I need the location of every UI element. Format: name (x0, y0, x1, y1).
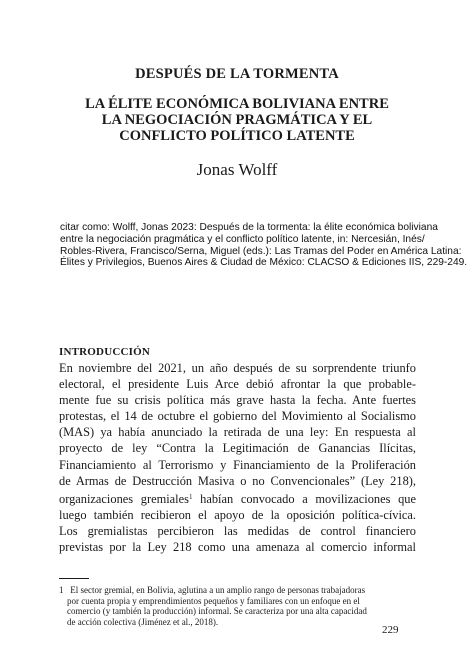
footnote-line (59, 585, 416, 596)
introduction-heading: INTRODUCCIÓN (59, 346, 151, 358)
body-line: (MAS) ya había anunciado la retirada de una ley: En respuesta al (59, 425, 416, 440)
body-line: previstas por la Ley 218 como una amenaza al comercio informal (59, 540, 416, 555)
body-line-end: habían convocado a movilizaciones que (192, 491, 416, 506)
footnote-line: de acción colectiva (Jiménez et al., 2018). (67, 616, 219, 627)
citation-block (60, 222, 468, 269)
body-paragraph (59, 360, 416, 555)
body-line: En noviembre del 2021, un año después de su sorprendente triunfo (59, 361, 416, 375)
footnote-line: comercio (y también la producción) informal. Se caracteriza por una alta capacidad (67, 606, 367, 617)
citation-line: entre la negociación pragmática y el conflicto político latente, in: Nercesián, Inés/ (60, 233, 425, 245)
footnote-line: por cuenta propia y emprendimientos pequeños y familiares con un enfoque en el (67, 595, 360, 606)
section-title: DESPUÉS DE LA TORMENTA (135, 66, 339, 82)
citation-line: citar como: Wolff, Jonas 2023: Después de la tormenta: la élite económica boliviana (60, 222, 438, 233)
body-line: electoral, el presidente Luis Arce debió afrontar la que probable- (59, 377, 416, 392)
footnote (59, 585, 416, 627)
footnote-number: 1 (59, 585, 64, 595)
body-line: Los gremialistas percibieron las medidas de control financiero (59, 523, 416, 538)
author-name: Jonas Wolff (196, 160, 278, 179)
citation-line: Élites y Privilegios, Buenos Aires & Ciudad de México: CLACSO & Ediciones IIS, 229-249. (60, 257, 468, 269)
chapter-title-line: LA ÉLITE ECONÓMICA BOLIVIANA ENTRE (85, 96, 389, 112)
chapter-title (40, 96, 434, 144)
body-line: mente fue su crisis política más grave hasta la fecha. Ante fuertes (59, 393, 416, 408)
body-line: luego también recibieron el apoyo de la oposición política-cívica. (59, 507, 416, 522)
body-line: protestas, el 14 de octubre el gobierno del Movimiento al Socialismo (59, 409, 416, 424)
chapter-title-line: CONFLICTO POLÍTICO LATENTE (119, 128, 355, 144)
body-line: proyecto de ley “Contra la Legitimación de Ganancias Ilícitas, (59, 441, 416, 456)
footnote-reference[interactable]: 1 (188, 492, 193, 501)
page-number: 229 (382, 624, 399, 636)
body-line: de Armas de Destrucción Masiva o no Convencionales” (Ley 218), (59, 473, 416, 488)
footnote-text: El sector gremial, en Bolivia, aglutina a un amplio rango de personas trabajadoras (70, 585, 366, 595)
citation-line: Robles-Rivera, Francisco/Serna, Miguel (eds.): Las Tramas del Poder en América Latina: (60, 245, 462, 257)
footnote-divider (59, 578, 89, 579)
body-line: Financiamiento al Terrorismo y Financiamiento de la Proliferación (59, 457, 416, 472)
body-line (59, 489, 416, 507)
body-line-start: organizaciones gremiales (59, 491, 189, 506)
chapter-title-line: LA NEGOCIACIÓN PRAGMÁTICA Y EL (101, 112, 373, 128)
